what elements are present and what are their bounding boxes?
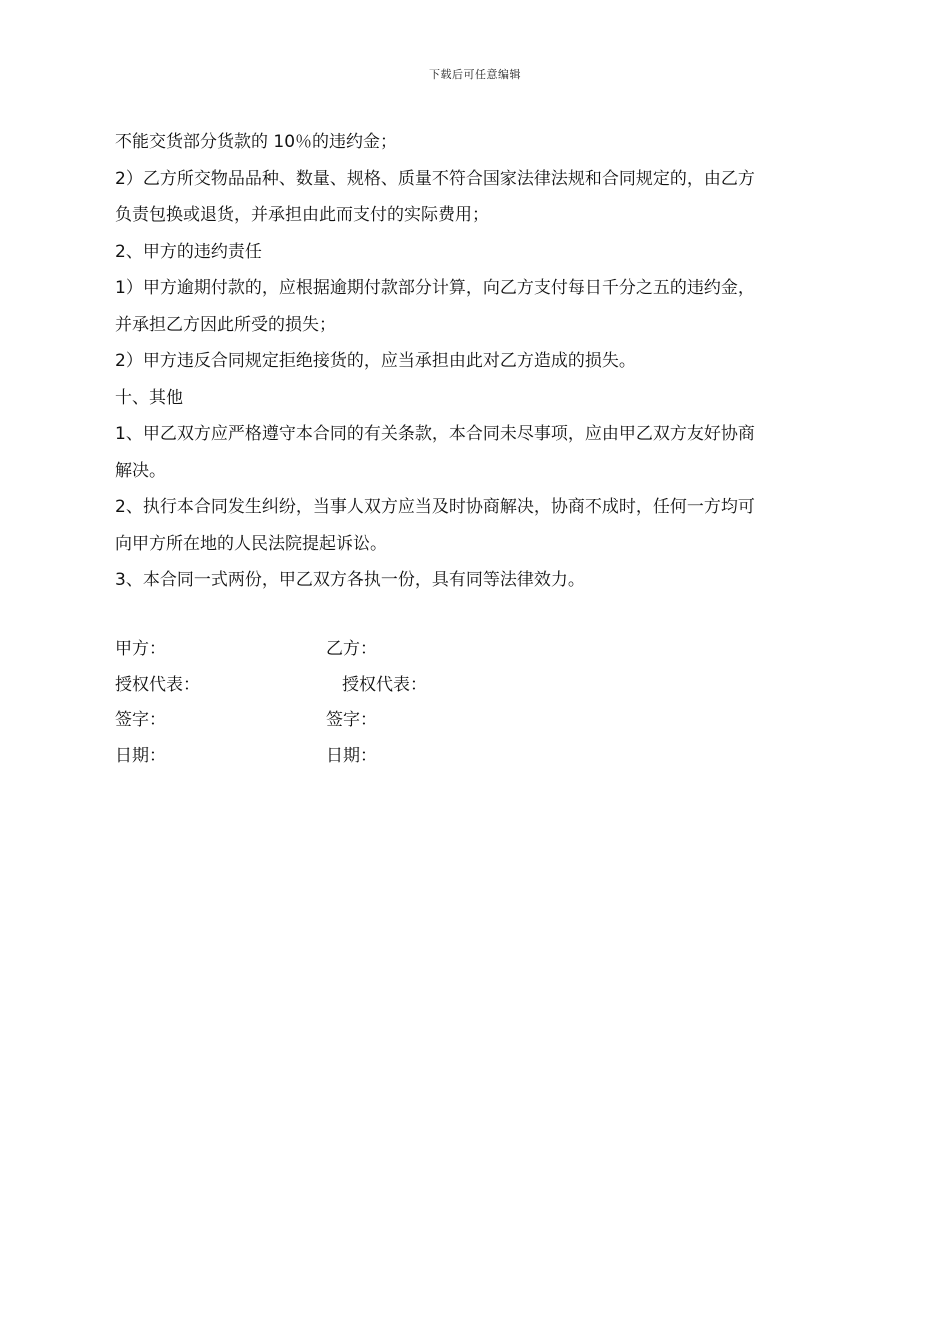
party-b-representative-label: 授权代表：: [342, 675, 427, 695]
party-a-date-label: 日期：: [115, 746, 166, 766]
section-heading-other: 十、其他: [115, 387, 183, 408]
body-line: 解决。: [115, 460, 166, 481]
party-b-label: 乙方：: [326, 639, 377, 659]
party-b-signature-label: 签字：: [326, 710, 377, 730]
body-line: 1）甲方逾期付款的，应根据逾期付款部分计算，向乙方支付每日千分之五的违约金，: [115, 278, 755, 298]
page-header-note: 下载后可任意编辑: [429, 68, 521, 81]
body-line: 并承担乙方因此所受的损失；: [115, 314, 336, 335]
body-line: 3、本合同一式两份，甲乙双方各执一份，具有同等法律效力。: [115, 570, 585, 590]
party-a-signature-label: 签字：: [115, 710, 166, 730]
body-line: 不能交货部分货款的 10％的违约金；: [115, 132, 398, 152]
party-a-representative-label: 授权代表：: [115, 675, 200, 695]
body-line: 负责包换或退货，并承担由此而支付的实际费用；: [115, 205, 489, 225]
body-line: 2）甲方违反合同规定拒绝接货的，应当承担由此对乙方造成的损失。: [115, 351, 636, 371]
section-heading-party-a-liability: 2、甲方的违约责任: [115, 241, 262, 262]
body-line: 向甲方所在地的人民法院提起诉讼。: [115, 533, 387, 554]
contract-body: [115, 124, 840, 599]
body-line: 2、执行本合同发生纠纷，当事人双方应当及时协商解决，协商不成时，任何一方均可: [115, 497, 755, 517]
body-line: 2）乙方所交物品品种、数量、规格、质量不符合国家法律法规和合同规定的，由乙方: [115, 168, 755, 189]
body-line: 1、甲乙双方应严格遵守本合同的有关条款，本合同未尽事项，应由甲乙双方友好协商: [115, 424, 755, 444]
party-b-date-label: 日期：: [326, 746, 377, 766]
party-a-label: 甲方：: [115, 639, 166, 659]
